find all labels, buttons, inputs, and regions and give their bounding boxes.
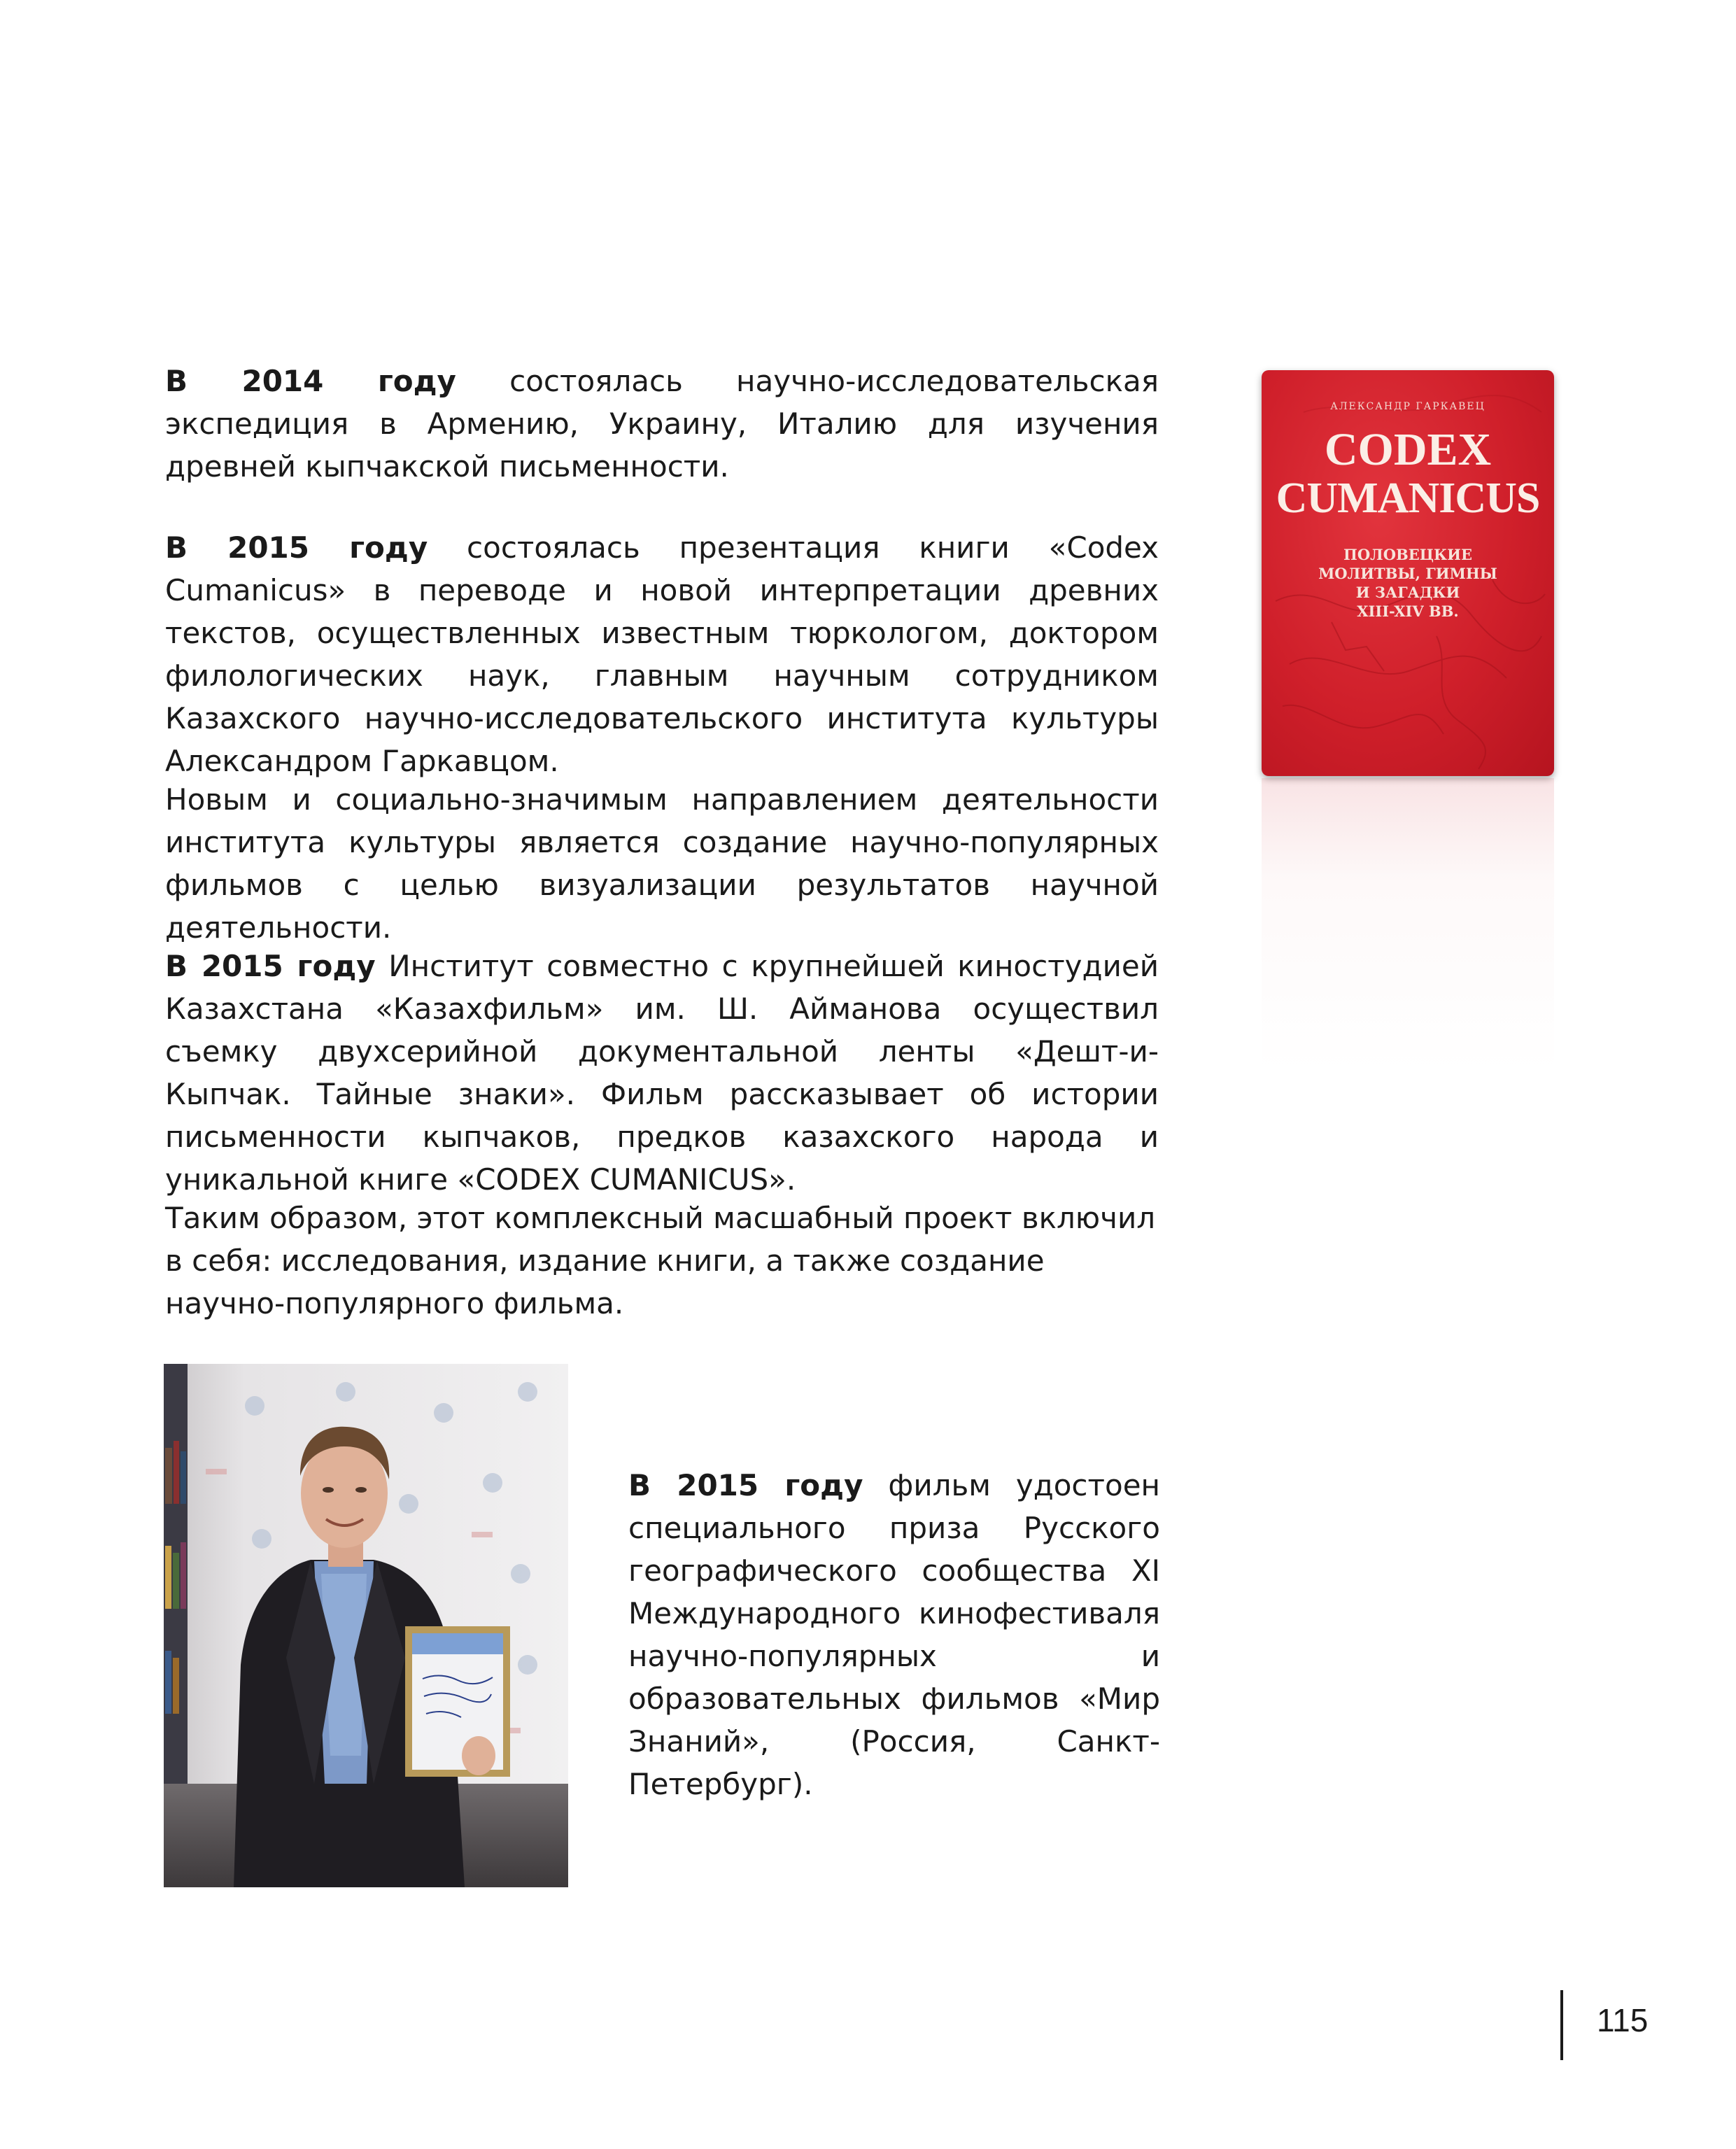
paragraph-book-presentation-2015 bbox=[165, 526, 1159, 782]
paragraph-text: Новым и социально-значимым направлением деятельности института культуры является создание научно-популярных фильмов с целью визуализации результатов научной деятельности. bbox=[165, 782, 1159, 945]
year-lead: В 2015 году bbox=[165, 530, 428, 565]
paragraph-text: фильм удостоен специального приза Русского географического сообщества XI Международного кинофестиваля научно-популярных и образовательных фильмов «Мир Знаний», (Россия, Санкт-Петербург). bbox=[628, 1468, 1160, 1801]
award-photo bbox=[164, 1364, 568, 1887]
book-cover-codex-cumanicus bbox=[1262, 370, 1554, 776]
paragraph-text: Таким образом, этот комплексный масшабный проект включил в себя: исследования, издание книги, а также создание научно-популярного фильма. bbox=[165, 1201, 1156, 1320]
paragraph-text: Институт совместно с крупнейшей киностудией Казахстана «Казахфильм» им. Ш. Айманова осуществил съемку двухсерийной документальной ленты «Дешт-и-Кыпчак. Тайные знаки». Фильм рассказывает об истории письменности кыпчаков, предков казахского народа и уникальной книге «CODEX CUMANICUS». bbox=[165, 949, 1159, 1197]
paragraph-text: состоялась научно-исследовательская экспедиция в Армению, Украину, Италию для изучения древней кыпчакской письменности. bbox=[165, 364, 1159, 484]
paragraph-films-direction bbox=[165, 778, 1159, 949]
page-number-rule bbox=[1560, 1990, 1563, 2060]
paragraph-expedition-2014 bbox=[165, 360, 1159, 488]
page-number: 115 bbox=[1597, 2002, 1649, 2038]
cover-title-line2: CUMANICUS bbox=[1276, 474, 1540, 522]
paragraph-project-summary bbox=[165, 1197, 1159, 1325]
year-lead: В 2015 году bbox=[628, 1468, 863, 1502]
year-lead: В 2014 году bbox=[165, 364, 456, 398]
paragraph-award-2015 bbox=[628, 1464, 1160, 1805]
year-lead: В 2015 году bbox=[165, 949, 376, 983]
paragraph-film-2015 bbox=[165, 945, 1159, 1201]
paragraph-text: состоялась презентация книги «Codex Cumanicus» в переводе и новой интерпретации древних текстов, осуществленных известным тюркологом, доктором филологических наук, главным научным сотрудником Казахского научно-исследовательского института культуры Александром Гаркавцом. bbox=[165, 530, 1159, 778]
book-cover-reflection bbox=[1262, 778, 1554, 1072]
cover-author: АЛЕКСАНДР ГАРКАВЕЦ bbox=[1330, 401, 1486, 412]
cover-subtitle: ПОЛОВЕЦКИЕ МОЛИТВЫ, ГИМНЫ И ЗАГАДКИ XIII-XIV ВВ. bbox=[1318, 546, 1497, 620]
award-photo-illustration bbox=[164, 1364, 568, 1887]
cover-title-line1: CODEX bbox=[1324, 424, 1492, 475]
